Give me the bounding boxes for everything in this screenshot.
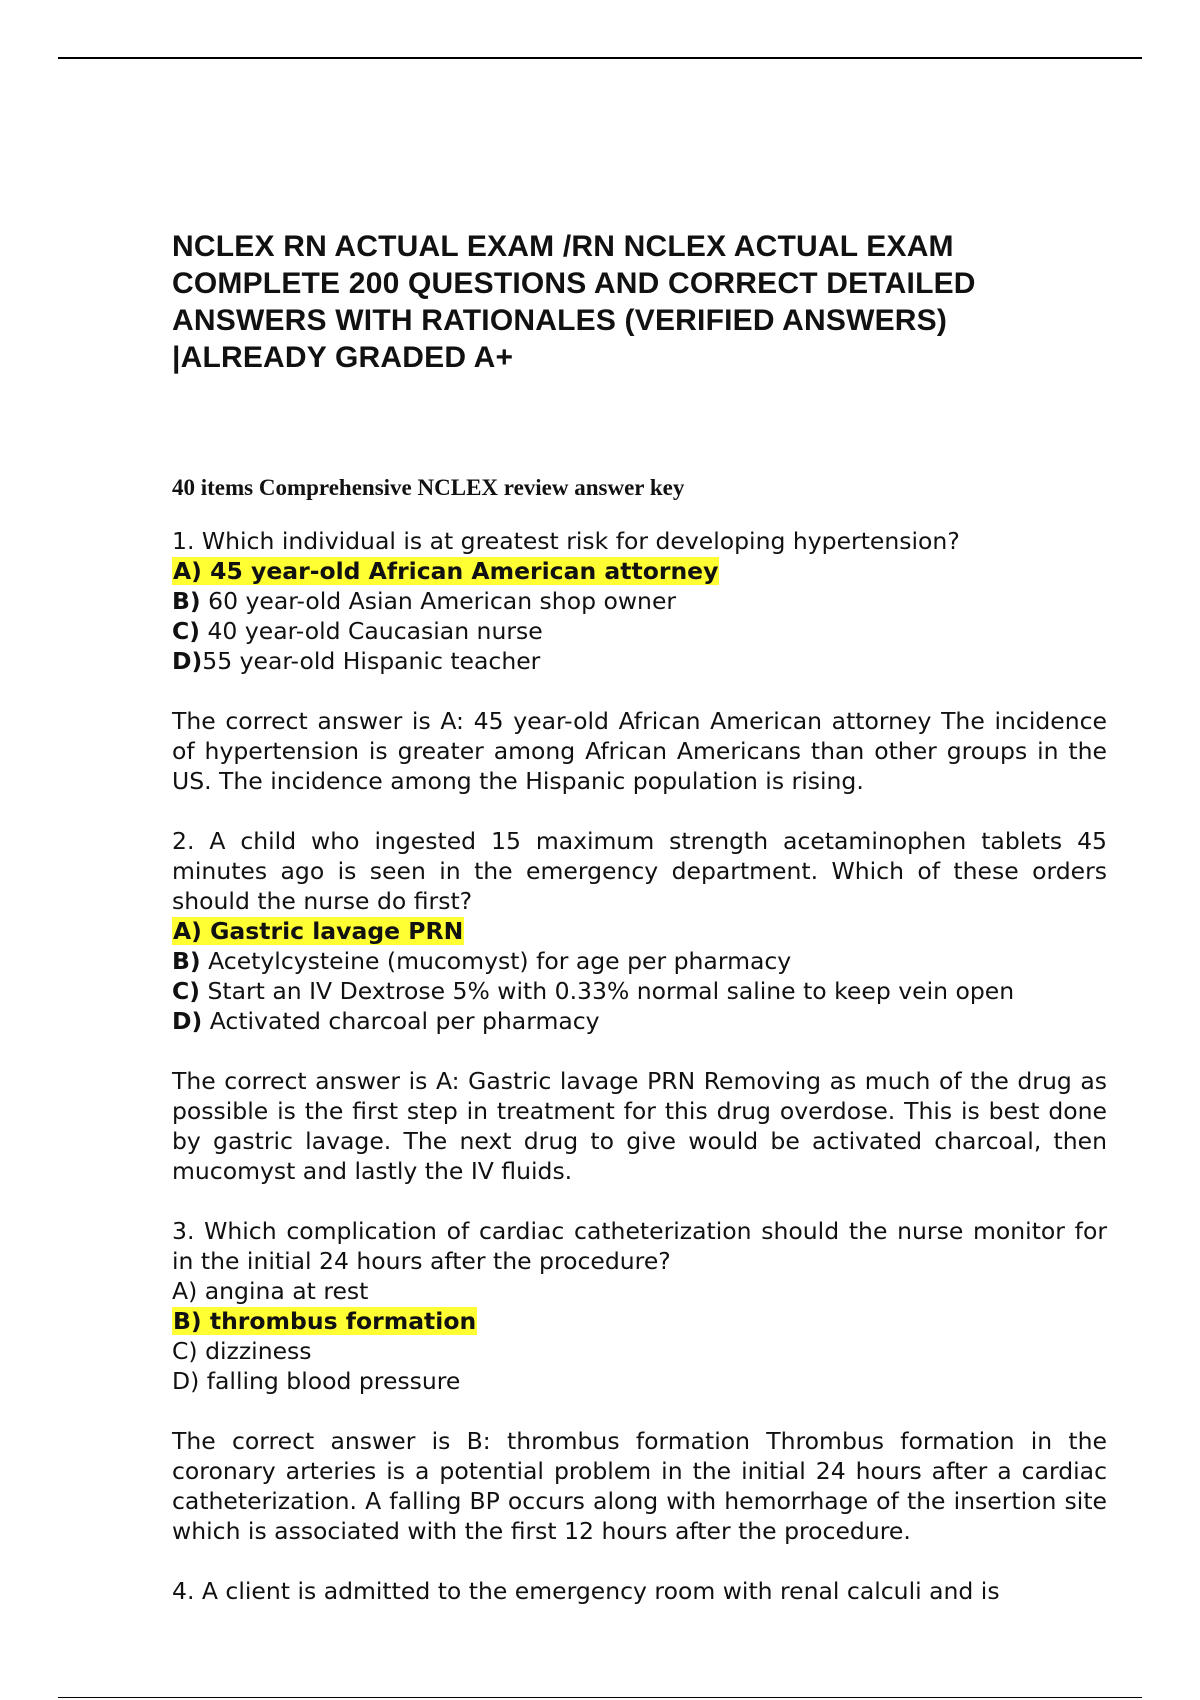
option-letter: D) [172, 1007, 203, 1035]
option-letter: B) [172, 587, 201, 615]
question-3-option-c [172, 1336, 1107, 1366]
question-2-option-c [172, 976, 1107, 1006]
document-title: NCLEX RN ACTUAL EXAM /RN NCLEX ACTUAL EXAM COMPLETE 200 QUESTIONS AND CORRECT DETAILED ANSWERS WITH RATIONALES (VERIFIED ANSWERS) |ALREADY GRADED A+ [172, 230, 976, 374]
option-letter: A) [172, 1277, 198, 1305]
question-4 [172, 1576, 1107, 1606]
spacer [172, 796, 1107, 826]
question-3-option-b [172, 1306, 1107, 1336]
option-letter: C) [172, 617, 200, 645]
spacer [172, 1186, 1107, 1216]
question-4-text: 4. A client is admitted to the emergency room with renal calculi and is [172, 1577, 1000, 1605]
question-2 [172, 826, 1107, 1186]
question-1-text: 1. Which individual is at greatest risk for developing hypertension? [172, 527, 960, 555]
document-subtitle: 40 items Comprehensive NCLEX review answer key [172, 475, 685, 500]
question-1-option-d [172, 646, 1107, 676]
question-2-option-b [172, 946, 1107, 976]
option-letter: D) [172, 647, 203, 675]
option-text: Activated charcoal per pharmacy [209, 1007, 600, 1035]
option-text: dizziness [205, 1337, 312, 1365]
bottom-rule [58, 1697, 1142, 1698]
option-text: 55 year-old Hispanic teacher [202, 647, 541, 675]
option-letter: D) [172, 1367, 200, 1395]
option-text: 60 year-old Asian American shop owner [208, 587, 677, 615]
question-3-options [172, 1276, 1107, 1396]
option-text: angina at rest [204, 1277, 369, 1305]
option-letter: A) [173, 917, 202, 945]
option-text: Acetylcysteine (mucomyst) for age per pharmacy [208, 947, 792, 975]
question-2-option-a [172, 916, 1107, 946]
option-text: thrombus formation [209, 1307, 477, 1335]
question-3-option-a [172, 1276, 1107, 1306]
option-letter: B) [173, 1307, 202, 1335]
question-1-rationale: The correct answer is A: 45 year-old African American attorney The incidence of hypertension is greater among African Americans than other groups in the US. The incidence among the Hispanic population is rising. [172, 707, 1107, 795]
question-3-rationale: The correct answer is B: thrombus formation Thrombus formation in the coronary arteries is a potential problem in the initial 24 hours after a cardiac catheterization. A falling BP occurs along with hemorrhage of the insertion site which is associated with the first 12 hours after the procedure. [172, 1427, 1107, 1545]
question-2-rationale: The correct answer is A: Gastric lavage PRN Removing as much of the drug as possible is the first step in treatment for this drug overdose. This is best done by gastric lavage. The next drug to give would be activated charcoal, then mucomyst and lastly the IV fluids. [172, 1067, 1107, 1185]
question-2-options [172, 916, 1107, 1036]
document-body [172, 228, 1107, 1606]
question-1-option-c [172, 616, 1107, 646]
question-1-options [172, 556, 1107, 676]
option-letter: C) [172, 977, 200, 1005]
option-text: 40 year-old Caucasian nurse [207, 617, 543, 645]
question-3 [172, 1216, 1107, 1546]
option-letter: B) [172, 947, 201, 975]
option-letter: A) [173, 557, 202, 585]
option-text: Start an IV Dextrose 5% with 0.33% normal saline to keep vein open [207, 977, 1015, 1005]
question-1-option-a [172, 556, 1107, 586]
question-3-text: 3. Which complication of cardiac catheterization should the nurse monitor for in the initial 24 hours after the procedure? [172, 1217, 1107, 1275]
question-3-option-d [172, 1366, 1107, 1396]
spacer [172, 1546, 1107, 1576]
question-2-option-d [172, 1006, 1107, 1036]
question-1-option-b [172, 586, 1107, 616]
question-1 [172, 526, 1107, 796]
top-rule [58, 57, 1142, 59]
option-text: 45 year-old African American attorney [210, 557, 719, 585]
option-letter: C) [172, 1337, 198, 1365]
option-text: Gastric lavage PRN [210, 917, 464, 945]
option-text: falling blood pressure [206, 1367, 461, 1395]
question-2-text: 2. A child who ingested 15 maximum strength acetaminophen tablets 45 minutes ago is seen in the emergency department. Which of these orders should the nurse do first? [172, 827, 1107, 915]
